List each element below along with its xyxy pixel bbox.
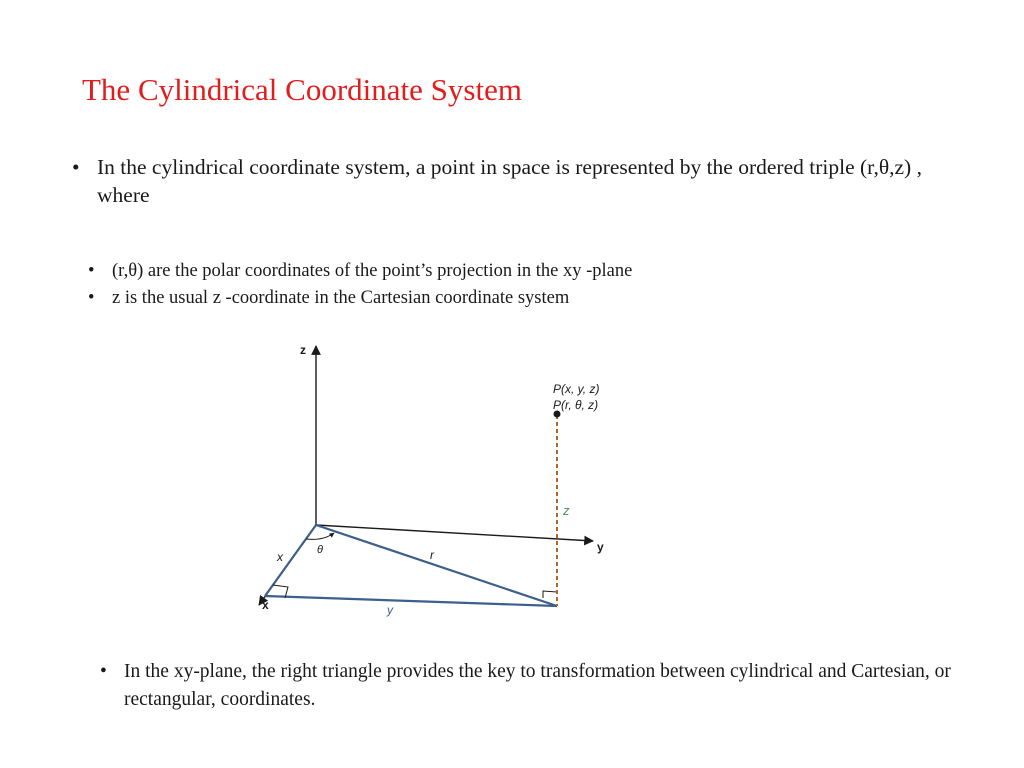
bullet-dot: • [88,261,95,281]
y-segment-label: y [387,603,393,617]
z-height-label: z [563,503,570,518]
closing-bullet [100,658,960,714]
y-axis-label: y [597,540,604,554]
intro-bullet [72,153,972,209]
x-axis-label: x [262,598,269,612]
sub-bullet-text: z is the usual z -coordinate in the Cartesian coordinate system [112,288,570,308]
point-cylindrical-label: P(r, θ, z) [553,398,599,412]
closing-text: In the xy-plane, the right triangle provides the key to transformation between cylindrical and Cartesian, or rectangular, coordinates. [124,661,951,710]
x-segment-label: x [277,550,283,564]
bullet-dot: • [72,155,80,179]
slide-title: The Cylindrical Coordinate System [82,72,522,107]
right-angle-marker-z [543,591,557,598]
point-cartesian-label: P(x, y, z) [553,382,600,396]
r-segment-label: r [430,548,434,562]
y-segment [265,596,557,606]
sub-bullet-text: (r,θ) are the polar coordinates of the point’s projection in the xy -plane [112,261,633,281]
bullet-dot: • [100,661,107,682]
sub-bullet-polar [88,258,968,284]
intro-text: In the cylindrical coordinate system, a point in space is represented by the ordered triple (r,θ,z) , where [97,155,922,207]
bullet-dot: • [88,288,95,308]
sub-bullet-z [88,285,968,311]
theta-label: θ [317,544,323,556]
cylindrical-coordinate-diagram [240,330,640,630]
x-segment [265,525,316,596]
z-axis-label: z [300,343,306,357]
